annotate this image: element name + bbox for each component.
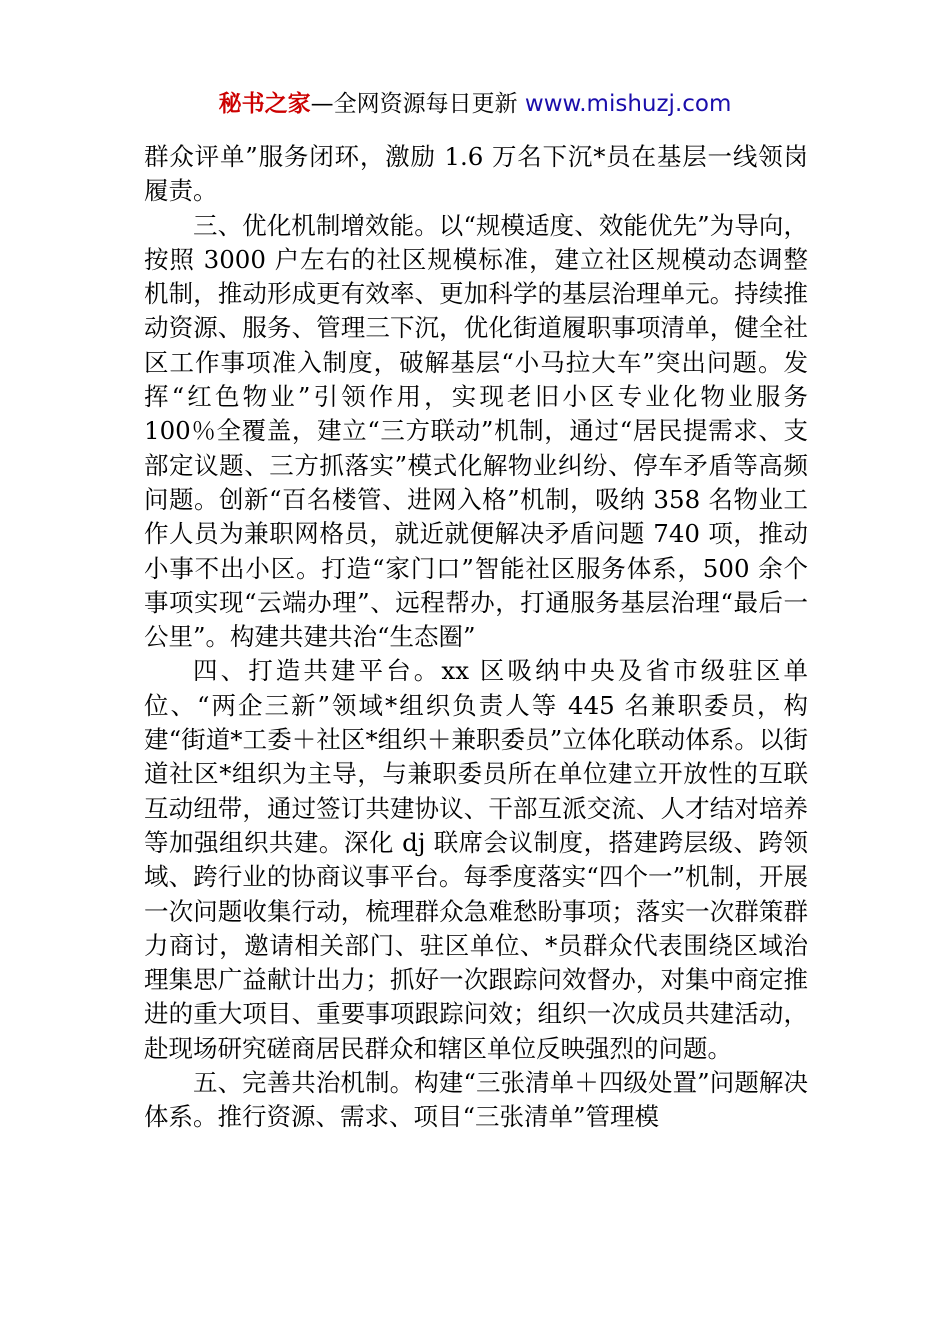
paragraph-continuation: 群众评单”服务闭环，激励 1.6 万名下沉*员在基层一线领岗履责。 xyxy=(144,142,808,206)
document-body xyxy=(144,140,808,1135)
paragraph-section-five: 五、完善共治机制。构建“三张清单＋四级处置”问题解决体系。推行资源、需求、项目“三张清单”管理模 xyxy=(144,1068,808,1132)
header-tagline: —全网资源每日更新 xyxy=(310,91,525,117)
page-header xyxy=(0,88,950,120)
paragraph-section-three: 三、优化机制增效能。以“规模适度、效能优先”为导向，按照 3000 户左右的社区规模标准，建立社区规模动态调整机制，推动形成更有效率、更加科学的基层治理单元。持续推动资源、服务、管理三下沉，优化街道履职事项清单，健全社区工作事项准入制度，破解基层“小马拉大车”突出问题。发挥“红色物业”引领作用，实现老旧小区专业化物业服务 100％全覆盖，建立“三方联动”机制，通过“居民提需求、支部定议题、三方抓落实”模式化解物业纠纷、停车矛盾等高频问题。创新“百名楼管、进网入格”机制，吸纳 358 名物业工作人员为兼职网格员，就近就便解决矛盾问题 740 项，推动小事不出小区。打造“家门口”智能社区服务体系，500 余个事项实现“云端办理”、远程帮办，打通服务基层治理“最后一公里”。构建共建共治“生态圈” xyxy=(144,210,808,652)
header-brand: 秘书之家 xyxy=(218,91,311,117)
header-site-link[interactable]: www.mishuzj.com xyxy=(524,91,732,117)
paragraph-section-four: 四、打造共建平台。xx 区吸纳中央及省市级驻区单位、“两企三新”领域*组织负责人等 445 名兼职委员，构建“街道*工委＋社区*组织＋兼职委员”立体化联动体系。以街道社区*组织为主导，与兼职委员所在单位建立开放性的互联互动纽带，通过签订共建协议、干部互派交流、人才结对培养等加强组织共建。深化 dj 联席会议制度，搭建跨层级、跨领域、跨行业的协商议事平台。每季度落实“四个一”机制，开展一次问题收集行动，梳理群众急难愁盼事项；落实一次群策群力商讨，邀请相关部门、驻区单位、*员群众代表围绕区域治理集思广益献计出力；抓好一次跟踪问效督办，对集中商定推进的重大项目、重要事项跟踪问效；组织一次成员共建活动，赴现场研究磋商居民群众和辖区单位反映强烈的问题。 xyxy=(144,656,808,1063)
